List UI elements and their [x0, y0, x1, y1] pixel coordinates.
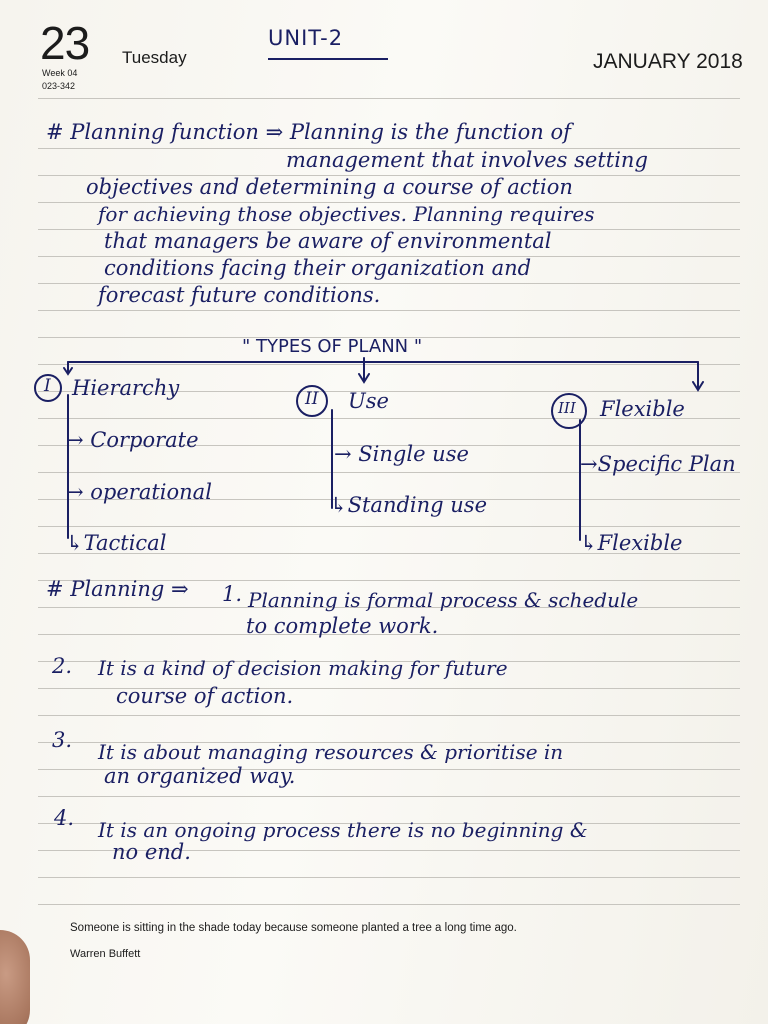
column-title: Hierarchy [72, 376, 180, 400]
column-number: I [44, 376, 51, 396]
types-heading: " TYPES OF PLANN " [242, 336, 423, 357]
note-line: objectives and determining a course of action [86, 175, 573, 199]
plan-type-item: ↳Standing use [330, 493, 488, 517]
unit-title: UNIT-2 [268, 26, 344, 50]
footer-quote: Someone is sitting in the shade today because someone planted a tree a long time ago. [70, 922, 517, 934]
weekday-label: Tuesday [122, 48, 187, 67]
point-line: course of action. [116, 684, 294, 708]
note-line: that managers be aware of environmental [104, 229, 552, 253]
point-line: It is about managing resources & prioritise in [98, 740, 564, 764]
note-line: for achieving those objectives. Planning requires [98, 202, 595, 226]
point-line: Planning is formal process & schedule [248, 588, 639, 612]
month-year: JANUARY 2018 [593, 50, 743, 73]
date-number: 23 [40, 17, 90, 69]
day-code: 023-342 [42, 81, 76, 91]
plan-type-item: → Corporate [66, 428, 199, 452]
point-number: 2. [52, 654, 73, 678]
footer-author: Warren Buffett [70, 948, 141, 960]
plan-type-item: →Specific Plan [580, 452, 736, 476]
column-number: II [305, 389, 319, 409]
note-line: management that involves setting [286, 148, 648, 172]
thumb-photo-artifact [0, 930, 30, 1024]
note-line: conditions facing their organization and [104, 256, 532, 280]
point-line: to complete work. [246, 614, 439, 638]
plan-type-item: ↳Tactical [66, 531, 167, 555]
point-number: 1. [222, 582, 243, 606]
column-title: Flexible [600, 397, 685, 421]
column-number: III [558, 399, 576, 417]
planning-lead: # Planning ⇒ [46, 577, 189, 601]
point-line: It is a kind of decision making for future [98, 656, 508, 680]
point-number: 4. [54, 806, 75, 830]
plan-type-item: → Single use [334, 442, 469, 466]
plan-type-item: → operational [66, 480, 212, 504]
note-line: forecast future conditions. [98, 283, 381, 307]
plan-type-item: ↳Flexible [580, 531, 683, 555]
note-line: # Planning function ⇒ Planning is the function of [46, 120, 571, 144]
point-line: an organized way. [104, 764, 296, 788]
point-number: 3. [52, 728, 73, 752]
week-label: Week 04 [42, 68, 78, 78]
point-line: It is an ongoing process there is no beginning & [98, 818, 588, 842]
point-line: no end. [112, 840, 191, 864]
column-title: Use [348, 389, 389, 413]
